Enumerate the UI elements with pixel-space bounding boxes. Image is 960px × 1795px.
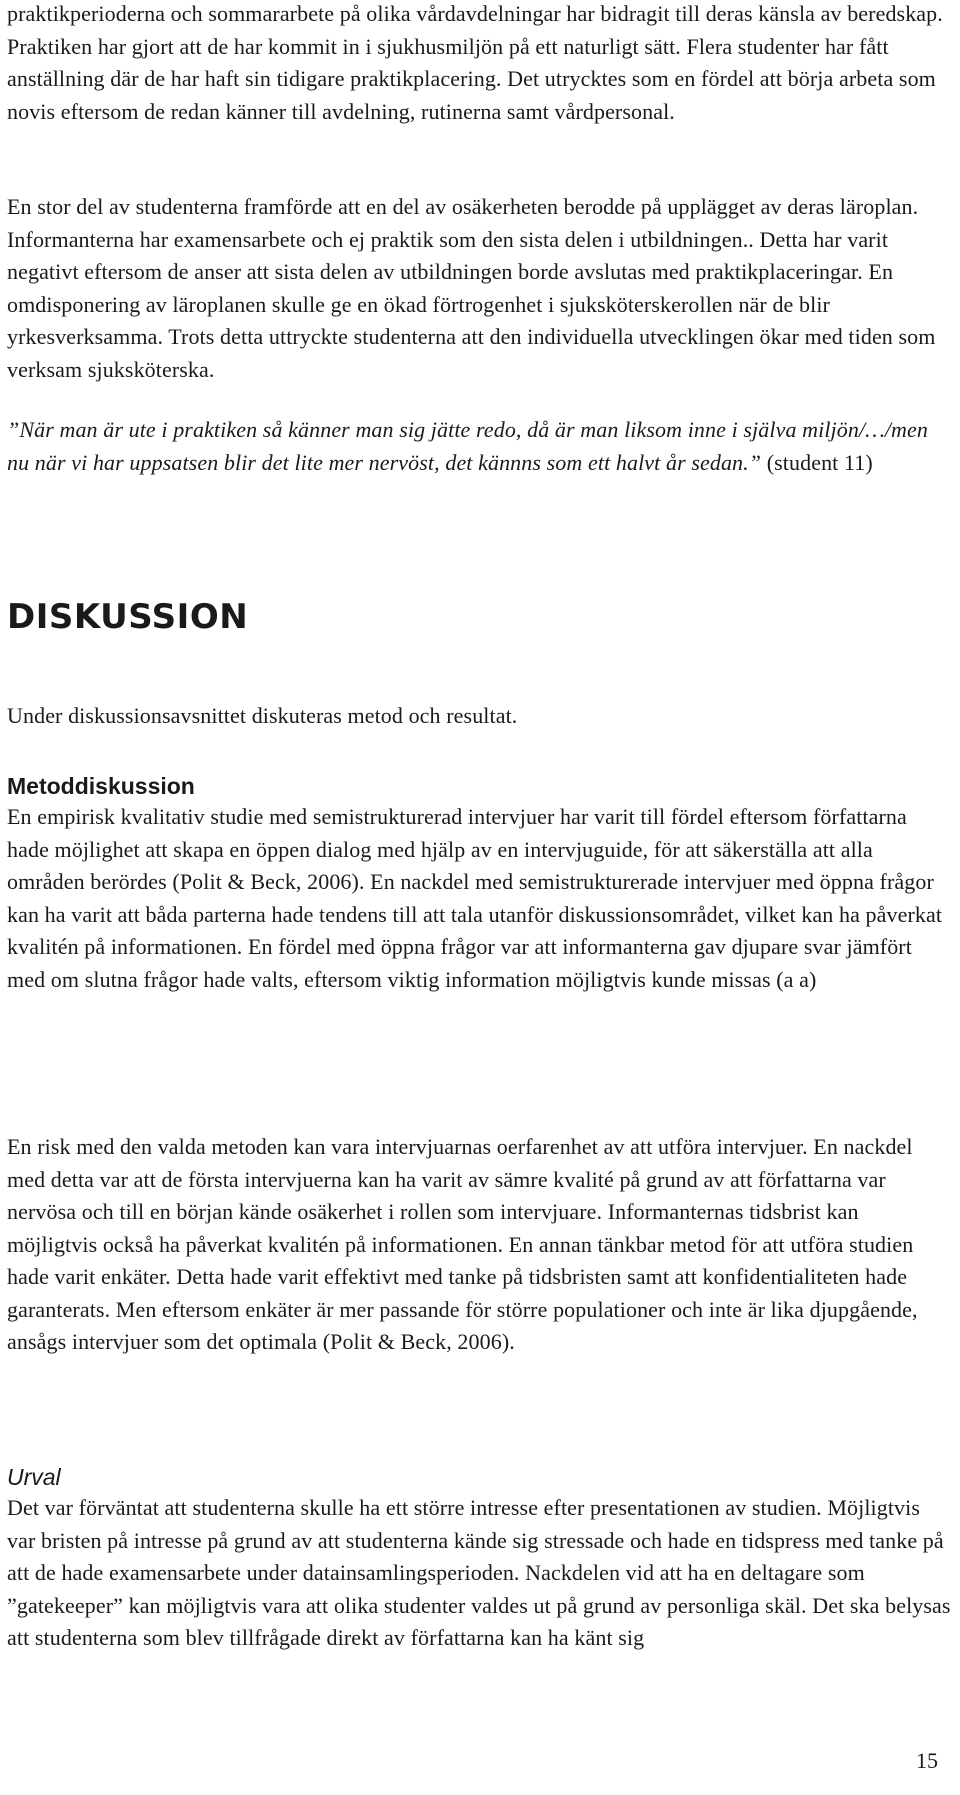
body-paragraph: praktikperioderna och sommararbete på olika vårdavdelningar har bidragit till deras känsla av beredskap. Praktiken har gjort att de har kommit in i sjukhusmiljön på ett naturligt sätt. Flera studenter har fått anställning där de har haft sin tidigare praktikplacering. Det utrycktes som en fördel att börja arbeta som novis eftersom de redan känner till avdelning, rutinerna samt vårdpersonal.	[7, 1, 943, 124]
body-paragraph: Det var förväntat att studenterna skulle ha ett större intresse efter presentationen av studien. Möjligtvis var bristen på intresse på grund av att studenterna kände sig stressade och hade en tidspress med tanke på att de hade examensarbete under datainsamlingsperioden. Nackdelen vid att ha en deltagare som ”gatekeeper” kan möjligtvis vara att olika studenter valdes ut på grund av personliga skäl. Det ska belysas att studenterna som blev tillfrågade direkt av författarna kan ha känt sig	[7, 1495, 951, 1650]
page-number: 15	[916, 1748, 938, 1773]
body-paragraph: En stor del av studenterna framförde att en del av osäkerheten berodde på upplägget av deras läroplan. Informanterna har examensarbete och ej praktik som den sista delen i utbildningen.. Detta har varit negativt eftersom de anser att sista delen av utbildningen borde avslutas med praktikplaceringar. En omdisponering av läroplanen skulle ge en ökad förtrogenhet i sjuksköterskerollen när de blir yrkesverksamma. Trots detta uttryckte studenterna att den individuella utvecklingen ökar med tiden som verksam sjuksköterska.	[7, 194, 936, 382]
student-quote	[7, 414, 952, 479]
subsection-heading-urval: Urval	[7, 1464, 61, 1490]
quote-text: ”När man är ute i praktiken så känner man sig jätte redo, då är man liksom inne i själva miljön/…/men nu när vi har uppsatsen blir det lite mer nervöst, det kännns som ett halvt år sedan.”	[7, 417, 929, 475]
body-paragraph: En empirisk kvalitativ studie med semistrukturerad intervjuer har varit till fördel eftersom författarna hade möjlighet att skapa en öppen dialog med hjälp av en intervjuguide, för att säkerställa att alla områden berördes (Polit & Beck, 2006). En nackdel med semistrukturerade intervjuer med öppna frågor kan ha varit att båda parterna hade tendens till att tala utanför diskussionsområdet, vilket kan ha påverkat kvalitén på informationen. En fördel med öppna frågor var att informanterna gav djupare svar jämfört med om slutna frågor hade valts, eftersom viktig information möjligtvis kunde missas (a a)	[7, 804, 943, 992]
body-paragraph: Under diskussionsavsnittet diskuteras metod och resultat.	[7, 703, 518, 728]
quote-citation: (student 11)	[766, 449, 873, 475]
body-paragraph: En risk med den valda metoden kan vara intervjuarnas oerfarenhet av att utföra intervjuer. En nackdel med detta var att de första intervjuerna kan ha varit av sämre kvalité på grund av att författarna var nervösa och till en början kände osäkerhet i rollen som intervjuare. Informanternas tidsbrist kan möjligtvis också ha påverkat kvalitén på informationen. En annan tänkbar metod för att utföra studien hade varit enkäter. Detta hade varit effektivt med tanke på tidsbristen samt att konfidentialiteten hade garanterats. Men eftersom enkäter är mer passande för större populationer och inte är lika djupgående, ansågs intervjuer som det optimala (Polit & Beck, 2006).	[7, 1134, 918, 1354]
subsection-heading-metoddiskussion: Metoddiskussion	[7, 773, 195, 799]
section-heading-diskussion: DISKUSSION	[7, 597, 249, 637]
